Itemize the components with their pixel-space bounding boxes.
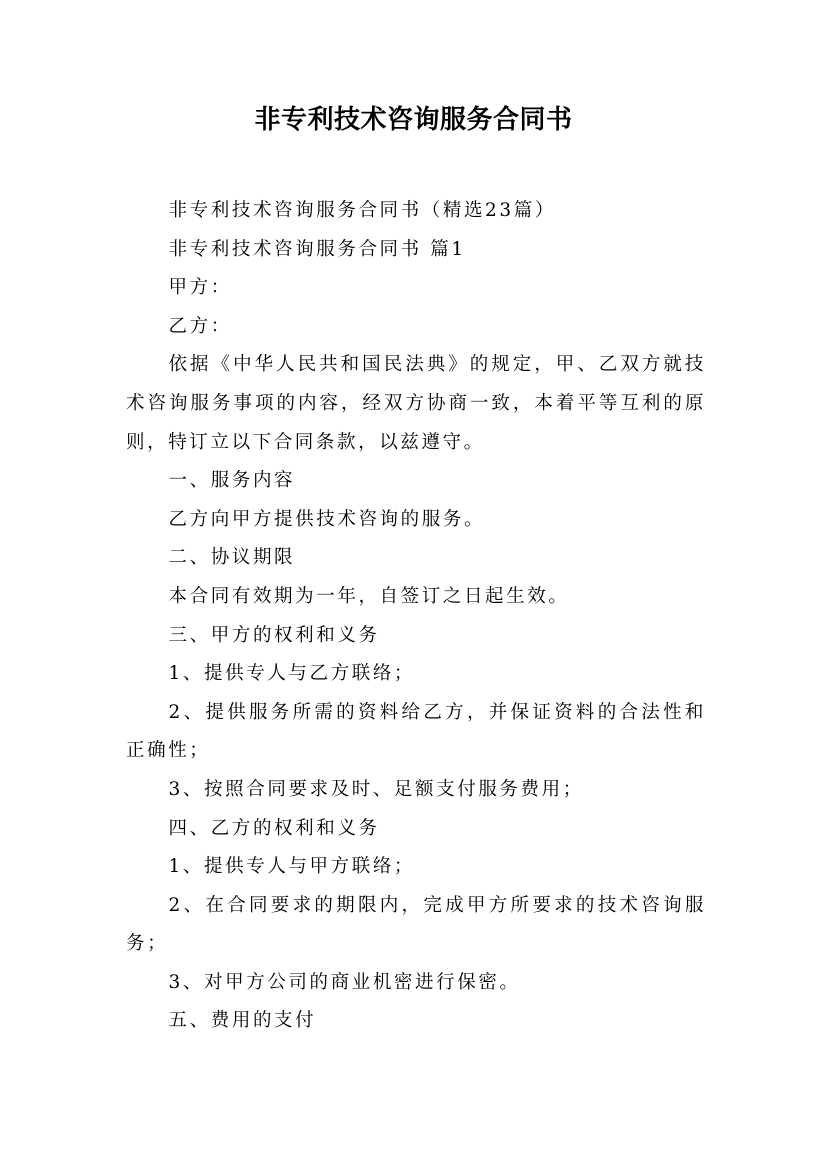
section-heading-party-a-rights: 三、甲方的权利和义务 [168,624,380,646]
document-title: 非专利技术咨询服务合同书 [254,105,573,135]
section-heading-payment: 五、费用的支付 [168,1010,317,1032]
party-b-clause-2: 2、在合同要求的期限内，完成甲方所要求的技术咨询服务； [126,894,706,955]
party-b-clause-1: 1、提供专人与甲方联络； [168,856,416,878]
section-heading-party-b-rights: 四、乙方的权利和义务 [168,817,380,839]
subtitle-part-1: 非专利技术咨询服务合同书 篇1 [168,238,466,260]
section-heading-service-content: 一、服务内容 [168,470,296,492]
party-a-clause-2: 2、提供服务所需的资料给乙方，并保证资料的合法性和正确性； [126,701,706,762]
document-body [126,192,706,1041]
party-a-line: 甲方： [168,277,232,299]
party-a-clause-3: 3、按照合同要求及时、足额支付服务费用； [168,778,584,800]
preamble-paragraph: 依据《中华人民共和国民法典》的规定，甲、乙双方就技术咨询服务事项的内容，经双方协商一致，本着平等互利的原则，特订立以下合同条款，以兹遵守。 [126,354,706,453]
service-content-paragraph: 乙方向甲方提供技术咨询的服务。 [168,508,486,530]
party-a-clause-1: 1、提供专人与乙方联络； [168,663,416,685]
party-b-clause-3: 3、对甲方公司的商业机密进行保密。 [168,971,521,993]
agreement-term-paragraph: 本合同有效期为一年，自签订之日起生效。 [168,585,570,607]
party-b-line: 乙方： [168,315,232,337]
subtitle-collection: 非专利技术咨询服务合同书（精选23篇） [168,200,556,221]
section-heading-agreement-term: 二、协议期限 [168,547,296,569]
